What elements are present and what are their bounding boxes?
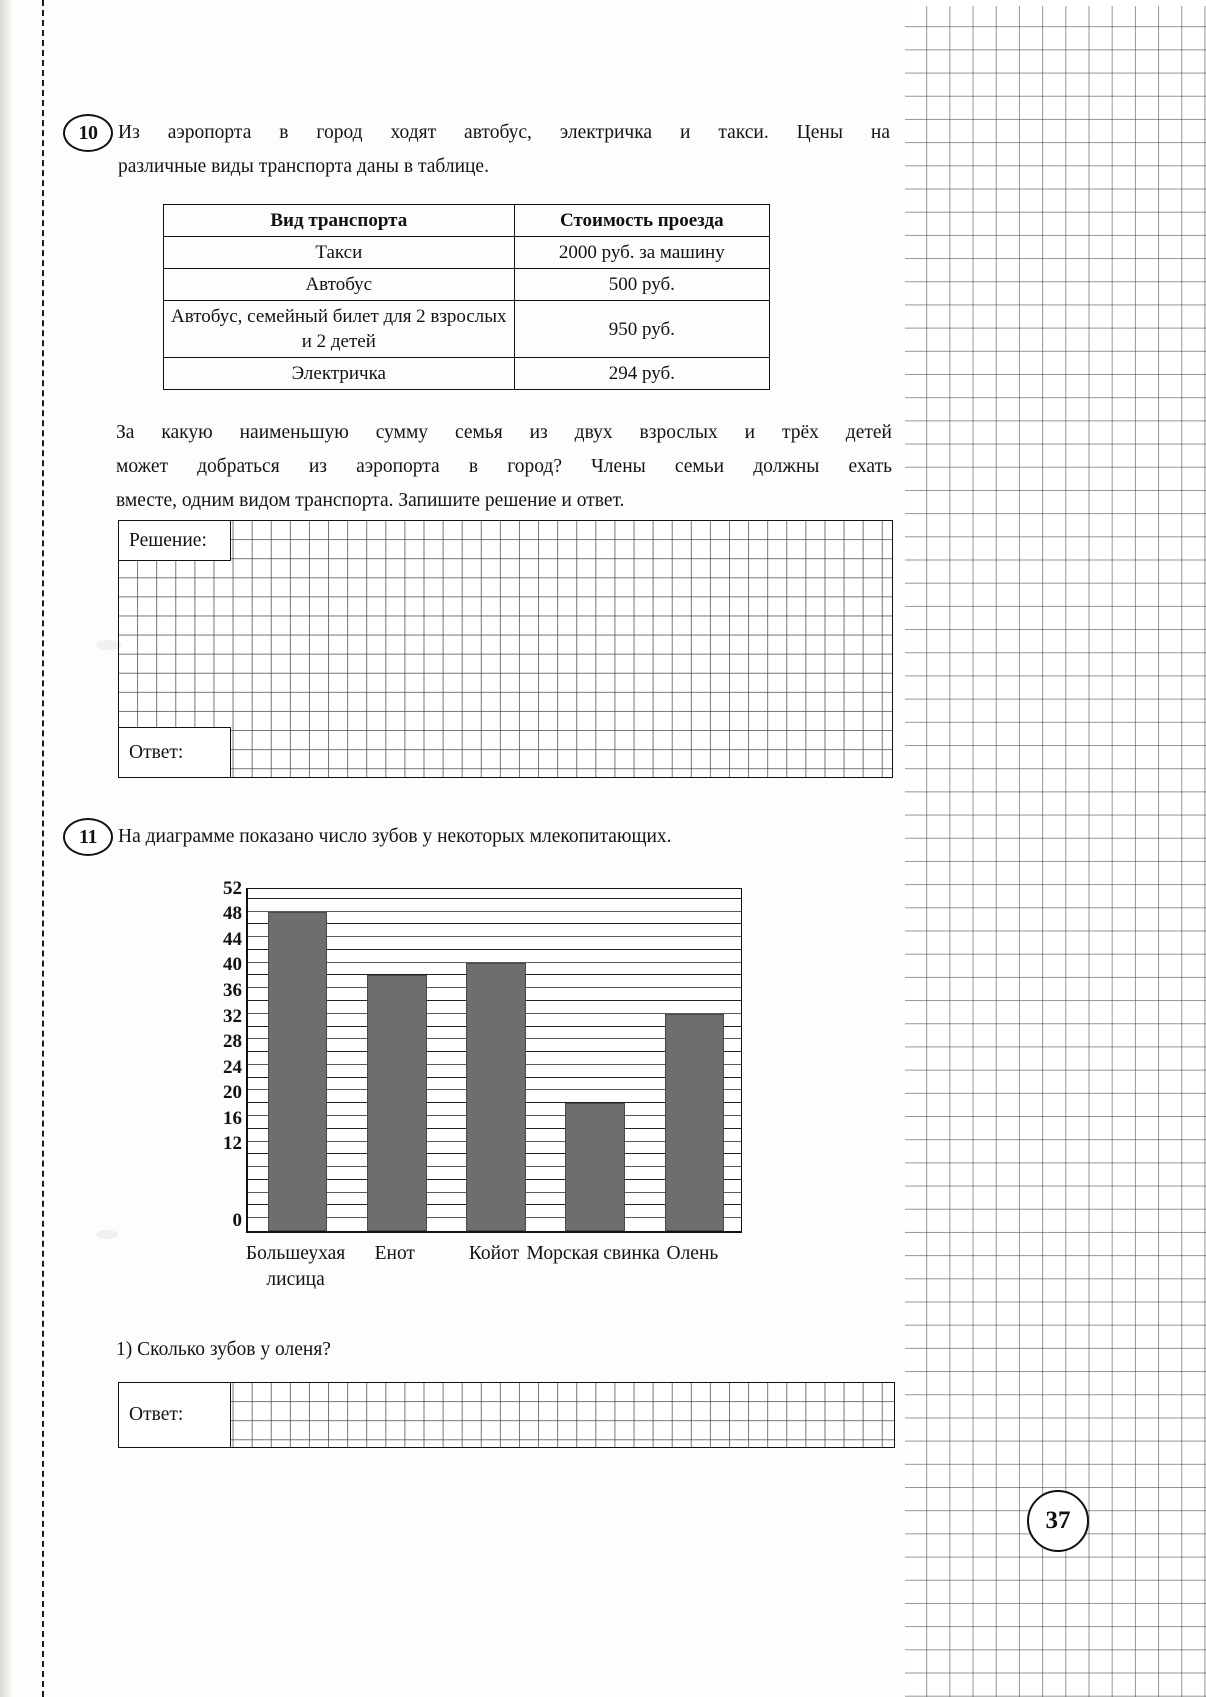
header-price: Стоимость проезда xyxy=(514,205,769,237)
task11-subquestion-1 xyxy=(116,1336,816,1364)
table-row xyxy=(164,301,770,358)
task11-answer-label: Ответ: xyxy=(119,1383,231,1447)
bar-5 xyxy=(665,1014,725,1231)
task-number-10: 10 xyxy=(63,114,113,152)
header-transport: Вид транспорта xyxy=(164,205,515,237)
cell-transport: Электричка xyxy=(164,358,515,390)
bar-2 xyxy=(367,975,427,1231)
chart-plot-area xyxy=(246,888,742,1233)
page-left-edge-shadow xyxy=(0,0,14,1697)
y-tick-0: 0 xyxy=(232,1210,242,1231)
task10-question-line3: вместе, одним видом транспорта. Запишите решение и ответ. xyxy=(116,490,625,511)
task10-answer-label: Ответ: xyxy=(119,727,231,777)
task11-intro xyxy=(118,820,888,854)
cell-transport: Такси xyxy=(164,237,515,269)
task10-question-line1: За какую наименьшую сумму семья из двух взрослых и трёх детей xyxy=(116,422,892,443)
page-number: 37 xyxy=(1027,1490,1089,1552)
task10-question xyxy=(116,416,892,518)
x-tick-4: Морская свинка xyxy=(526,1243,660,1264)
solution-label: Решение: xyxy=(119,521,231,561)
table-row xyxy=(164,358,770,390)
task10-intro-line1: Из аэропорта в город ходят автобус, электричка и такси. Цены на xyxy=(118,122,890,143)
task10-intro-line2: различные виды транспорта даны в таблице. xyxy=(118,156,489,177)
y-tick-52: 52 xyxy=(223,877,242,899)
cell-price: 294 руб. xyxy=(514,358,769,390)
task11-intro-line: На диаграмме показано число зубов у некоторых млекопитающих. xyxy=(118,826,672,847)
bar-3 xyxy=(466,963,526,1231)
y-tick-48: 48 xyxy=(223,903,242,925)
paper-smudge xyxy=(96,640,122,650)
task10-intro xyxy=(118,116,890,184)
task-number-11: 11 xyxy=(63,818,113,856)
price-table xyxy=(163,204,770,390)
cell-transport: Автобус, семейный билет для 2 взрослых и 2 детей xyxy=(164,301,515,358)
bar-4 xyxy=(565,1103,625,1231)
table-row xyxy=(164,269,770,301)
cell-price: 950 руб. xyxy=(514,301,769,358)
y-tick-40: 40 xyxy=(223,954,242,976)
task10-question-line2: может добраться из аэропорта в город? Члены семьи должны ехать xyxy=(116,456,892,477)
right-margin-grid-top-mask xyxy=(905,0,1206,6)
y-tick-16: 16 xyxy=(223,1107,242,1129)
y-tick-24: 24 xyxy=(223,1056,242,1078)
y-tick-44: 44 xyxy=(223,928,242,950)
x-tick-5: Олень xyxy=(666,1243,719,1264)
bar-1 xyxy=(268,912,328,1231)
y-axis-tick-labels xyxy=(196,877,242,1233)
y-tick-20: 20 xyxy=(223,1082,242,1104)
table-row xyxy=(164,237,770,269)
y-tick-12: 12 xyxy=(223,1133,242,1155)
y-tick-32: 32 xyxy=(223,1005,242,1027)
task10-solution-grid-box[interactable] xyxy=(118,520,893,778)
y-tick-28: 28 xyxy=(223,1031,242,1053)
y-tick-36: 36 xyxy=(223,980,242,1001)
cell-transport: Автобус xyxy=(164,269,515,301)
cell-price: 2000 руб. за машину xyxy=(514,237,769,269)
cell-price: 500 руб. xyxy=(514,269,769,301)
x-tick-3: Койот xyxy=(468,1243,520,1264)
paper-smudge xyxy=(96,1230,118,1239)
perforation-dashed-line xyxy=(42,0,44,1697)
right-margin-grid xyxy=(905,0,1206,1697)
teeth-bar-chart xyxy=(196,877,756,1290)
table-header-row xyxy=(164,205,770,237)
x-tick-1: Большеухая лисица xyxy=(245,1243,346,1290)
gridline xyxy=(248,898,741,899)
x-tick-2: Енот xyxy=(374,1243,415,1264)
task11-answer-grid-box[interactable] xyxy=(118,1382,895,1448)
task11-subquestion-1-text: 1) Сколько зубов у оленя? xyxy=(116,1339,331,1360)
